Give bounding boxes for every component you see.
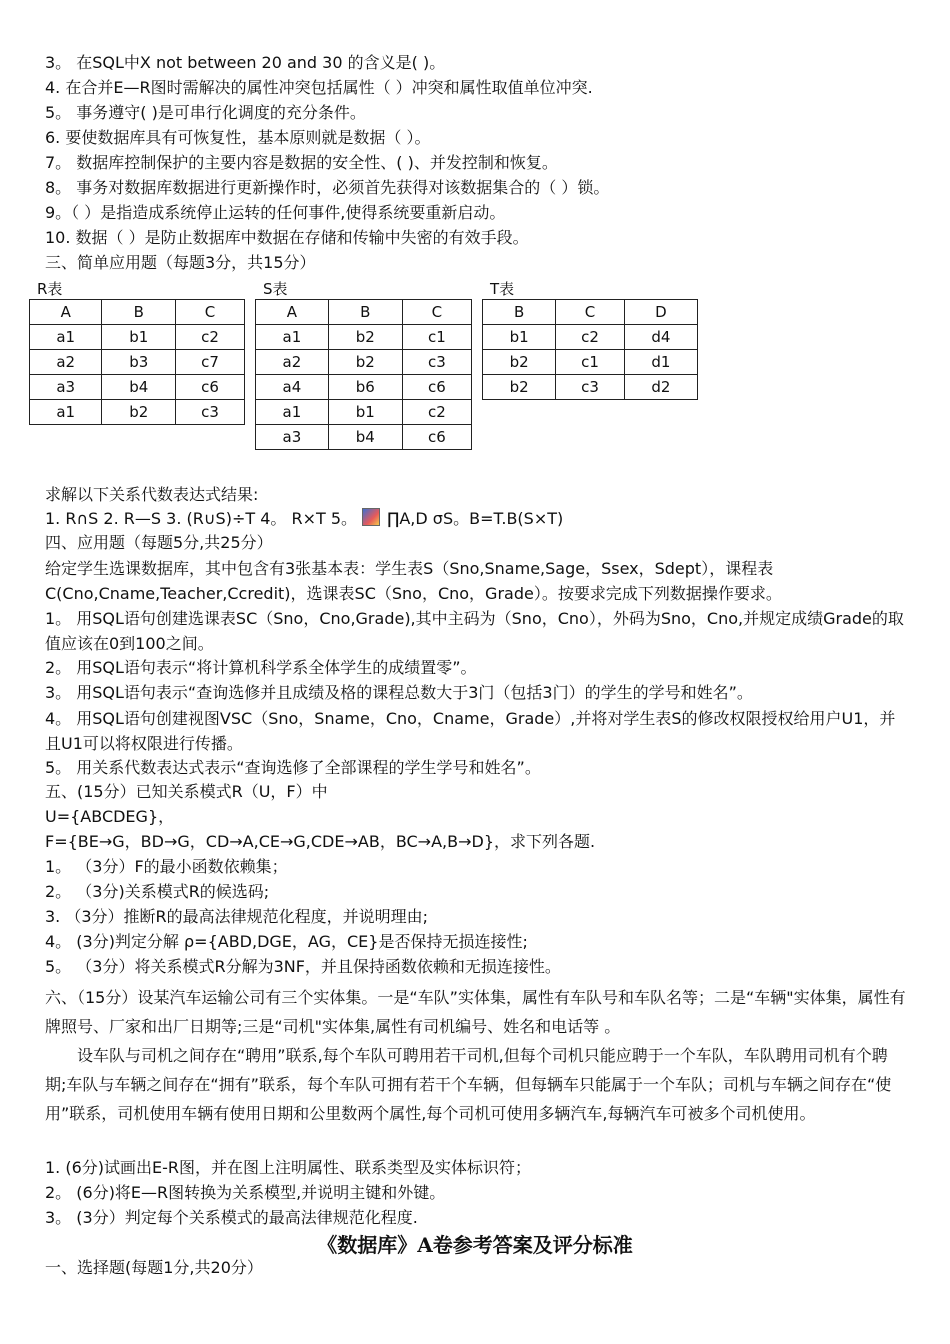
table-cell: b2 <box>483 375 556 400</box>
fill-question-5: 5。 事务遵守( )是可串行化调度的充分条件。 <box>45 103 366 122</box>
algebra-item-5: ∏A,D σS。B=T.B(S×T) <box>387 509 564 528</box>
table-cell: c2 <box>556 325 625 350</box>
section-5-line: 4。 (3分)判定分解 ρ={ABD,DGE，AG，CE}是否保持无损连接性; <box>45 932 528 951</box>
section-4-title: 四、应用题（每题5分,共25分） <box>45 533 273 552</box>
table-header-row <box>256 300 472 325</box>
section-5-line: U={ABCDEG}， <box>45 807 175 826</box>
table-cell: a1 <box>256 400 329 425</box>
fill-question-6: 6. 要使数据库具有可恢复性，基本原则就是数据（ ）。 <box>45 128 431 147</box>
column-header: C <box>176 300 245 325</box>
table-cell: a4 <box>256 375 329 400</box>
section-5-line: 2。 （3分)关系模式R的候选码; <box>45 882 270 901</box>
fill-question-10: 10. 数据（ ）是防止数据库中数据在存储和传输中失密的有效手段。 <box>45 228 529 247</box>
section-5-line: F={BE→G，BD→G，CD→A,CE→G,CDE→AB，BC→A,B→D}，求下列各题. <box>45 832 596 851</box>
table-cell: c3 <box>176 400 245 425</box>
broken-image-icon <box>362 508 380 526</box>
answer-section-1: 一、选择题(每题1分,共20分） <box>45 1258 263 1277</box>
section-6-paragraph-1: 六、（15分）设某汽车运输公司有三个实体集。一是“车队”实体集，属性有车队号和车队名等；二是“车辆"实体集，属性有牌照号、厂家和出厂日期等;三是“司机"实体集,属性有司机编号、姓名和电话等 。 <box>45 988 906 1036</box>
section-5-line: 1。 （3分）F的最小函数依赖集； <box>45 857 288 876</box>
table-cell: a3 <box>30 375 102 400</box>
table-cell: c2 <box>176 325 245 350</box>
section-5-line: 3. （3分）推断R的最高法律规范化程度，并说明理由; <box>45 907 429 926</box>
section-4-question-4: 4。 用SQL语句创建视图VSC（Sno，Sname，Cno，Cname，Grade）,并将对学生表S的修改权限授权给用户U1，并且U1可以将权限进行传播。 <box>45 709 896 753</box>
column-header: B <box>328 300 402 325</box>
section-6-item-2: 2。 (6分)将E—R图转换为关系模型,并说明主键和外键。 <box>45 1183 446 1202</box>
table-row <box>483 375 698 400</box>
table-row <box>256 425 472 450</box>
section-4-question-2: 2。 用SQL语句表示“将计算机科学系全体学生的成绩置零”。 <box>45 658 477 677</box>
section-6-item-3: 3。 (3分）判定每个关系模式的最高法律规范化程度. <box>45 1208 418 1227</box>
column-header: A <box>30 300 102 325</box>
section-6-paragraph-2: 设车队与司机之间存在“聘用”联系,每个车队可聘用若干司机,但每个司机只能应聘于一个车队，车队聘用司机有个聘期;车队与车辆之间存在“拥有”联系，每个车队可拥有若干个车辆，但每辆车只能属于一个车队；司机与车辆之间存在“使用”联系，司机使用车辆有使用日期和公里数两个属性,每个司机可使用多辆汽车,每辆汽车可被多个司机使用。 <box>45 1046 892 1123</box>
table-cell: d2 <box>624 375 697 400</box>
table-cell: b1 <box>328 400 402 425</box>
fill-question-9: 9。（ ）是指造成系统停止运转的任何事件,使得系统要重新启动。 <box>45 203 506 222</box>
fill-question-7: 7。 数据库控制保护的主要内容是数据的安全性、( )、并发控制和恢复。 <box>45 153 558 172</box>
section-4-question-1: 1。 用SQL语句创建选课表SC（Sno，Cno,Grade),其中主码为（Sno，Cno），外码为Sno，Cno,并规定成绩Grade的取值应该在0到100之间。 <box>45 609 904 653</box>
table-row <box>30 350 245 375</box>
table-cell: c1 <box>556 350 625 375</box>
table-s <box>255 299 472 450</box>
table-t <box>482 299 698 400</box>
table-cell: b2 <box>328 325 402 350</box>
table-cell: a3 <box>256 425 329 450</box>
column-header: B <box>483 300 556 325</box>
table-cell: a1 <box>30 400 102 425</box>
table-t-caption: T表 <box>490 280 515 298</box>
section-4-intro: 给定学生选课数据库，其中包含有3张基本表：学生表S（Sno,Sname,Sage，Ssex，Sdept），课程表C(Cno,Cname,Teacher,Ccredit)，选课表SC（Sno，Cno，Grade）。按要求完成下列数据操作要求。 <box>45 559 782 603</box>
table-cell: c2 <box>402 400 471 425</box>
table-cell: b2 <box>483 350 556 375</box>
section-6-item-1: 1. (6分)试画出E-R图，并在图上注明属性、联系类型及实体标识符； <box>45 1158 532 1177</box>
table-r <box>29 299 245 425</box>
table-cell: c3 <box>402 350 471 375</box>
column-header: A <box>256 300 329 325</box>
table-row <box>30 325 245 350</box>
table-cell: a1 <box>256 325 329 350</box>
algebra-items <box>45 508 563 530</box>
answer-title: 《数据库》A卷参考答案及评分标准 <box>317 1233 633 1257</box>
table-row <box>256 375 472 400</box>
table-header-row <box>483 300 698 325</box>
column-header: B <box>102 300 176 325</box>
table-cell: c3 <box>556 375 625 400</box>
table-cell: b6 <box>328 375 402 400</box>
table-row <box>483 350 698 375</box>
table-cell: c1 <box>402 325 471 350</box>
section-3-title: 三、简单应用题（每题3分，共15分） <box>45 253 316 272</box>
table-cell: a1 <box>30 325 102 350</box>
table-cell: a2 <box>256 350 329 375</box>
table-cell: b4 <box>328 425 402 450</box>
section-5-line: 5。 （3分）将关系模式R分解为3NF，并且保持函数依赖和无损连接性。 <box>45 957 561 976</box>
section-5-line: 五、(15分）已知关系模式R（U，F）中 <box>45 782 328 801</box>
column-header: D <box>624 300 697 325</box>
table-header-row <box>30 300 245 325</box>
table-cell: b3 <box>102 350 176 375</box>
table-cell: c7 <box>176 350 245 375</box>
table-cell: c6 <box>402 425 471 450</box>
fill-question-4: 4. 在合并E—R图时需解决的属性冲突包括属性（ ）冲突和属性取值单位冲突. <box>45 78 593 97</box>
section-4-question-3: 3。 用SQL语句表示“查询选修并且成绩及格的课程总数大于3门（包括3门）的学生的学号和姓名”。 <box>45 683 753 702</box>
table-cell: b1 <box>102 325 176 350</box>
table-row <box>256 400 472 425</box>
table-row <box>256 350 472 375</box>
table-row <box>30 400 245 425</box>
table-row <box>30 375 245 400</box>
fill-question-3: 3。 在SQL中X not between 20 and 30 的含义是( )。 <box>45 53 446 72</box>
algebra-items-text: 1. R∩S 2. R—S 3. (R∪S)÷T 4。 R×T 5。 <box>45 509 358 528</box>
table-cell: d1 <box>624 350 697 375</box>
section-4-question-5: 5。 用关系代数表达式表示“查询选修了全部课程的学生学号和姓名”。 <box>45 758 541 777</box>
table-r-caption: R表 <box>37 280 63 298</box>
table-row <box>256 325 472 350</box>
table-s-caption: S表 <box>263 280 288 298</box>
algebra-prompt: 求解以下关系代数表达式结果: <box>45 485 259 504</box>
table-cell: c6 <box>402 375 471 400</box>
table-cell: b4 <box>102 375 176 400</box>
table-cell: b2 <box>102 400 176 425</box>
table-row <box>483 325 698 350</box>
table-cell: a2 <box>30 350 102 375</box>
column-header: C <box>402 300 471 325</box>
fill-question-8: 8。 事务对数据库数据进行更新操作时，必须首先获得对该数据集合的（ ）锁。 <box>45 178 610 197</box>
column-header: C <box>556 300 625 325</box>
table-cell: b2 <box>328 350 402 375</box>
table-cell: b1 <box>483 325 556 350</box>
table-cell: d4 <box>624 325 697 350</box>
table-cell: c6 <box>176 375 245 400</box>
